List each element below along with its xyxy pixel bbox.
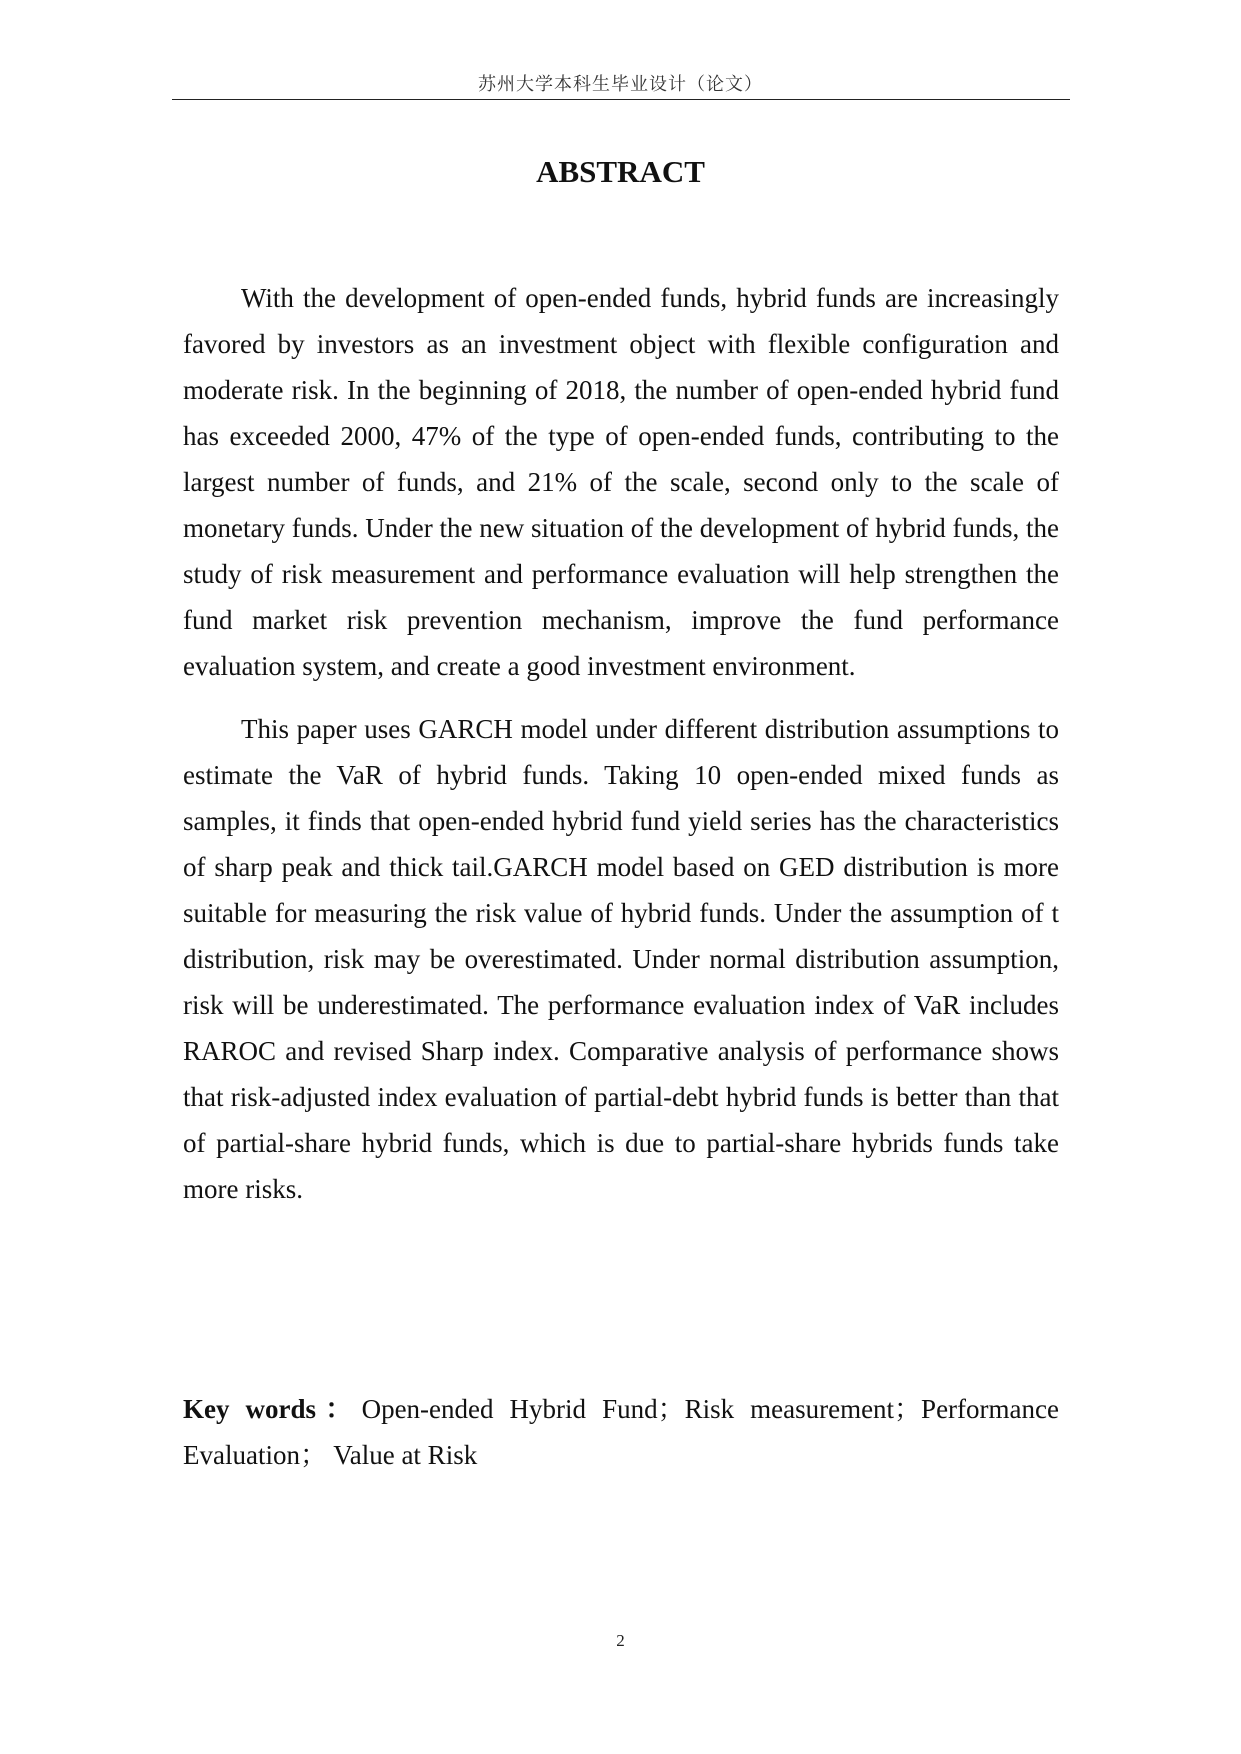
abstract-paragraph-2: This paper uses GARCH model under different distribution assumptions to estimate the VaR of hybrid funds. Taking 10 open-ended mixed funds as samples, it finds that open-ended hybrid fund yield series has the characteristics of sharp peak and thick tail.GARCH model based on GED distribution is more suitable for measuring the risk value of hybrid funds. Under the assumption of t distribution, risk may be overestimated. Under normal distribution assumption, risk will be underestimated. The performance evaluation index of VaR includes RAROC and revised Sharp index. Comparative analysis of performance shows that risk-adjusted index evaluation of partial-debt hybrid funds is better than that of partial-share hybrid funds, which is due to partial-share hybrids funds take more risks. bbox=[183, 714, 1059, 1204]
page-number: 2 bbox=[616, 1631, 625, 1650]
abstract-body bbox=[183, 275, 1059, 1212]
keywords bbox=[183, 1386, 1059, 1478]
header-rule bbox=[172, 99, 1070, 100]
running-header: 苏州大学本科生毕业设计（论文） bbox=[478, 74, 763, 95]
keywords-text: Open-ended Hybrid Fund；Risk measurement；Performance Evaluation； Value at Risk bbox=[183, 1394, 1059, 1470]
page-title: ABSTRACT bbox=[536, 154, 705, 189]
abstract-paragraph-1: With the development of open-ended funds, hybrid funds are increasingly favored by investors as an investment object with flexible configuration and moderate risk. In the beginning of 2018, the number of open-ended hybrid fund has exceeded 2000, 47% of the type of open-ended funds, contributing to the largest number of funds, and 21% of the scale, second only to the scale of monetary funds. Under the new situation of the development of hybrid funds, the study of risk measurement and performance evaluation will help strengthen the fund market risk prevention mechanism, improve the fund performance evaluation system, and create a good investment environment. bbox=[183, 283, 1059, 681]
keywords-label: Key words： bbox=[183, 1394, 362, 1424]
